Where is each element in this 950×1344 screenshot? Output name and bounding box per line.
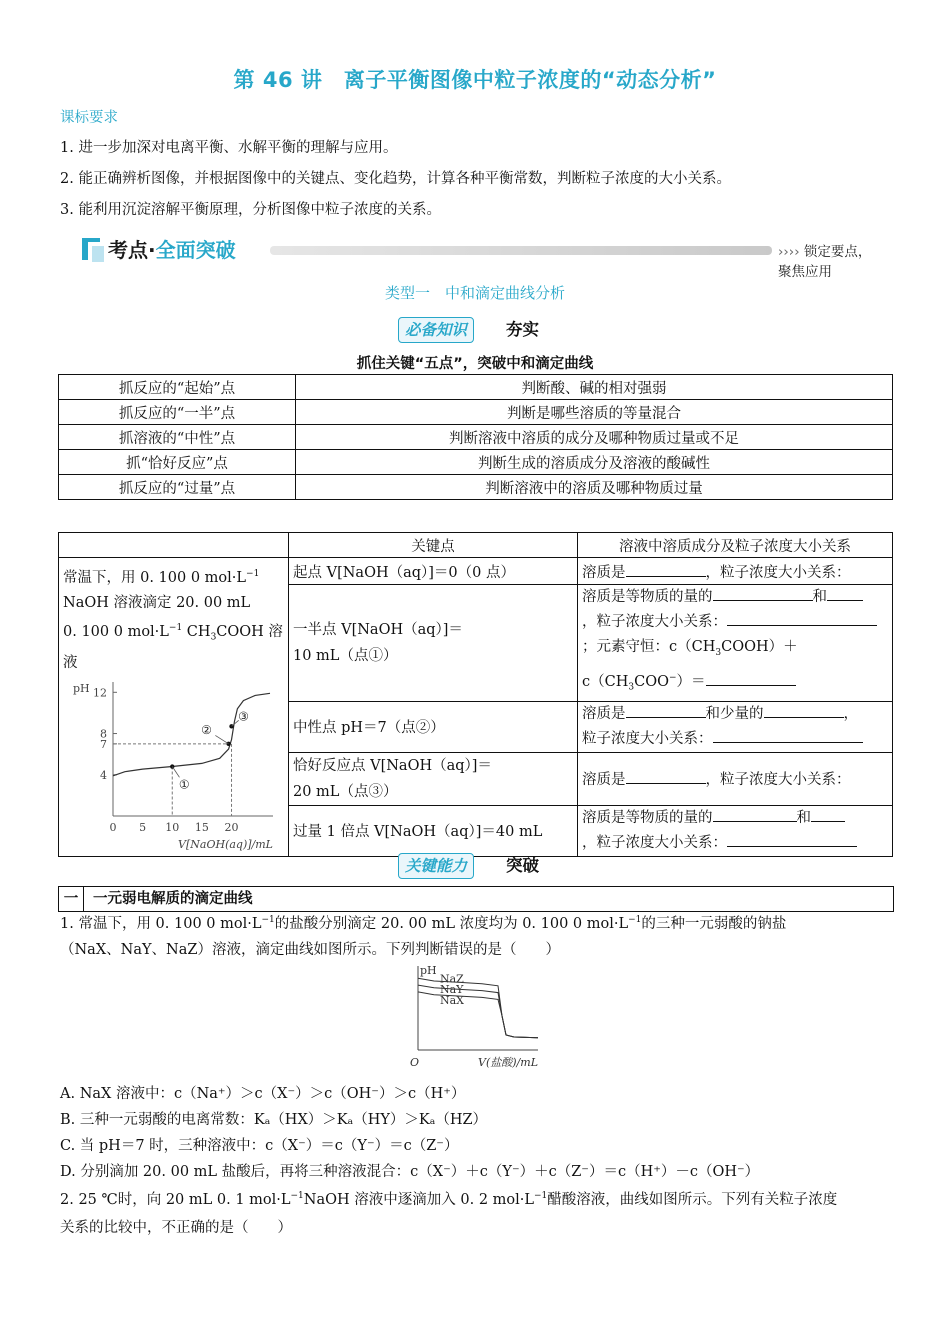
x-axis-label: V(盐酸)/mL <box>478 1056 538 1069</box>
series-label: NaZ <box>440 972 464 986</box>
answer-blank[interactable] <box>626 769 706 784</box>
key-text: 恰好反应点 V[NaOH（aq）]＝ <box>293 757 492 774</box>
requirements-label: 课标要求 <box>60 110 118 126</box>
type-title: 类型一 中和滴定曲线分析 <box>384 284 565 302</box>
table-row <box>59 375 893 400</box>
table-cell <box>578 805 893 856</box>
banner-right <box>778 240 878 280</box>
rel-text: c（CH <box>582 673 629 690</box>
answer-blank[interactable] <box>626 703 706 718</box>
table-cell <box>289 752 578 805</box>
rel-sub: 3 <box>715 647 722 658</box>
ability-badge-suffix: 突破 <box>506 856 539 875</box>
answer-blank[interactable] <box>713 807 797 822</box>
rel-text: 溶质是 <box>582 772 626 789</box>
table-row <box>59 558 893 585</box>
table-row <box>59 400 893 425</box>
answer-blank[interactable] <box>626 562 706 577</box>
x-axis-label: V[NaOH(aq)]/mL <box>178 837 273 851</box>
table-cell <box>289 585 578 702</box>
answer-blank[interactable] <box>811 807 845 822</box>
table-header-cell <box>59 533 289 558</box>
key-text: 20 mL（点③） <box>293 783 398 800</box>
banner-badge <box>78 232 266 266</box>
ability-badge <box>398 851 558 881</box>
point-label: ① <box>178 777 190 792</box>
titration-table <box>58 532 893 857</box>
desc-text: 0. 100 0 mol·L <box>63 623 169 640</box>
table-cell: 判断是哪些溶质的等量混合 <box>296 400 893 425</box>
key-text: 起点 V[NaOH（aq）]＝0（0 点） <box>293 564 515 581</box>
table-cell: 判断溶液中溶质的成分及哪种物质过量或不足 <box>296 425 893 450</box>
answer-blank[interactable] <box>713 728 863 743</box>
desc-text: NaOH 溶液滴定 20. 00 mL <box>63 594 251 611</box>
y-tick-label: 8 <box>100 727 107 741</box>
rel-text: ；元素守恒：c（CH <box>582 639 716 655</box>
banner-bar <box>270 246 772 255</box>
table-cell <box>578 752 893 805</box>
banner-arrows: ›››› <box>778 244 800 260</box>
y-tick-label: 4 <box>100 768 107 782</box>
requirement-item: 2. 能正确辨析图像，并根据图像中的关键点、变化趋势，计算各种平衡常数，判断粒子浓度的大小关系。 <box>60 171 731 187</box>
page-title: 第 46 讲 离子平衡图像中粒子浓度的“动态分析” <box>233 68 717 92</box>
series-line <box>418 992 538 1038</box>
titration-description <box>63 562 284 676</box>
table-cell <box>578 701 893 752</box>
annotation-leader <box>172 766 179 777</box>
q-text: 醋酸溶液，曲线如图所示。下列有关粒子浓度 <box>547 1192 838 1208</box>
desc-sup: −1 <box>168 622 183 633</box>
q-sup: −1 <box>628 915 642 926</box>
rel-text: 溶质是等物质的量的 <box>582 809 713 826</box>
banner-right-text: 锁定要点，聚焦应用 <box>778 244 872 280</box>
rel-text: ，粒子浓度大小关系： <box>582 614 727 630</box>
desc-sup: −1 <box>246 569 260 579</box>
rel-sup: − <box>668 672 677 683</box>
rel-text: 和少量的 <box>705 705 764 722</box>
table-cell: 抓反应的“过量”点 <box>59 475 296 500</box>
y-tick-label: 7 <box>100 737 107 751</box>
knowledge-badge-suffix: 夯实 <box>506 320 539 339</box>
x-tick-label: 15 <box>194 820 209 834</box>
rel-text: 溶质是 <box>582 564 626 581</box>
table-cell: 抓反应的“起始”点 <box>59 375 296 400</box>
answer-blank[interactable] <box>764 703 844 718</box>
desc-sub: 3 <box>210 632 217 643</box>
table-cell: 判断溶液中的溶质及哪种物质过量 <box>296 475 893 500</box>
five-points-table <box>58 374 893 500</box>
rel-text: 溶质是 <box>582 705 626 722</box>
point-label: ② <box>201 722 212 737</box>
rel-text: 和 <box>796 809 811 826</box>
annotation-leader <box>215 735 228 743</box>
y-tick-label: 12 <box>93 685 107 699</box>
rel-text: 粒子浓度大小关系： <box>582 730 713 747</box>
q-text: NaOH 溶液中逐滴加入 0. 2 mol·L <box>303 1192 535 1208</box>
origin-label: O <box>410 1056 420 1069</box>
x-tick-label: 5 <box>139 820 147 834</box>
rel-text: ， <box>843 705 858 722</box>
question-1-stem <box>60 912 786 933</box>
titration-curve <box>113 693 270 776</box>
series-label: NaX <box>440 993 465 1007</box>
table-row <box>59 425 893 450</box>
desc-text: 液 <box>63 654 78 671</box>
q-sup: −1 <box>290 1191 304 1202</box>
table-cell <box>289 701 578 752</box>
titration-chart <box>63 678 283 856</box>
rel-sub: 3 <box>628 682 635 693</box>
table-cell: 判断酸、碱的相对强弱 <box>296 375 893 400</box>
titration-chart-2 <box>408 962 544 1074</box>
knowledge-badge-pill: 必备知识 <box>398 317 474 343</box>
option-b[interactable]: B. 三种一元弱酸的电离常数：Kₐ（HX）＞Kₐ（HY）＞Kₐ（HZ） <box>60 1112 488 1128</box>
q-text: 的三种一元弱酸的钠盐 <box>641 916 787 932</box>
x-tick-label: 0 <box>109 820 117 834</box>
desc-text: CH <box>182 623 211 640</box>
titration-description-cell <box>59 558 289 857</box>
banner-title-part1: 考点 <box>108 238 148 262</box>
answer-blank[interactable] <box>827 586 863 601</box>
table-header-row <box>59 533 893 558</box>
rel-text: COO <box>634 673 669 690</box>
answer-blank[interactable] <box>727 832 857 847</box>
series-label: NaY <box>440 983 464 997</box>
table-cell: 抓“恰好反应”点 <box>59 450 296 475</box>
table-cell: 判断生成的溶质成分及溶液的酸碱性 <box>296 450 893 475</box>
key-text: 中性点 pH＝7（点②） <box>293 720 445 737</box>
rel-text: ，粒子浓度大小关系： <box>705 564 851 581</box>
knowledge-badge <box>398 315 558 345</box>
banner-title <box>108 234 236 263</box>
table-cell <box>578 585 893 702</box>
q-text: 2. 25 ℃时，向 20 mL 0. 1 mol·L <box>60 1192 291 1208</box>
desc-text: COOH 溶 <box>216 623 283 640</box>
q-sup: −1 <box>534 1191 548 1202</box>
key-text: 10 mL（点①） <box>293 647 398 664</box>
table-cell: 抓溶液的“中性”点 <box>59 425 296 450</box>
rel-text: COOH）＋ <box>721 639 798 655</box>
ability-badge-pill: 关键能力 <box>398 853 474 879</box>
x-tick-label: 20 <box>224 820 239 834</box>
desc-text: 常温下，用 0. 100 0 mol·L <box>63 569 247 586</box>
section-title: 一元弱电解质的滴定曲线 <box>93 891 253 907</box>
table-cell <box>289 558 578 585</box>
key-text: 过量 1 倍点 V[NaOH（aq）]＝40 mL <box>293 824 543 841</box>
section-banner <box>78 232 878 280</box>
table-cell <box>578 558 893 585</box>
rel-text: ，粒子浓度大小关系： <box>582 834 727 851</box>
table-cell <box>289 805 578 856</box>
question-2-stem-2: 关系的比较中，不正确的是（ ） <box>60 1220 292 1236</box>
section-header <box>58 886 894 912</box>
x-tick-label: 10 <box>165 820 180 834</box>
q-sup: −1 <box>261 915 275 926</box>
requirement-item: 3. 能利用沉淀溶解平衡原理，分析图像中粒子浓度的关系。 <box>60 202 441 218</box>
table-cell: 抓反应的“一半”点 <box>59 400 296 425</box>
y-axis-label: pH <box>73 681 90 695</box>
option-a[interactable]: A. NaX 溶液中：c（Na⁺）＞c（X⁻）＞c（OH⁻）＞c（H⁺） <box>60 1086 466 1102</box>
rel-text: ）＝ <box>676 673 706 690</box>
rel-text: ，粒子浓度大小关系： <box>705 772 851 789</box>
answer-blank[interactable] <box>727 611 877 626</box>
answer-blank[interactable] <box>713 586 813 601</box>
point-label: ③ <box>238 708 249 723</box>
rel-text: 和 <box>812 589 827 605</box>
five-points-heading: 抓住关键“五点”，突破中和滴定曲线 <box>356 356 594 372</box>
answer-blank[interactable] <box>706 671 796 686</box>
table-row <box>59 450 893 475</box>
banner-title-part2: 全面突破 <box>155 238 236 262</box>
key-text: 一半点 V[NaOH（aq）]＝ <box>293 621 463 638</box>
table-header-cell: 溶液中溶质成分及粒子浓度大小关系 <box>578 533 893 558</box>
rel-text: 溶质是等物质的量的 <box>582 589 713 605</box>
table-row <box>59 475 893 500</box>
curve-point <box>170 764 174 768</box>
section-number: 一 <box>59 887 84 911</box>
question-1-stem-2: （NaX、NaY、NaZ）溶液，滴定曲线如图所示。下列判断错误的是（ ） <box>60 942 560 958</box>
table-header-cell: 关键点 <box>289 533 578 558</box>
q-text: 的盐酸分别滴定 20. 00 mL 浓度均为 0. 100 0 mol·L <box>274 916 629 932</box>
y-axis-label: pH <box>420 964 437 977</box>
option-c[interactable]: C. 当 pH＝7 时，三种溶液中：c（X⁻）＝c（Y⁻）＝c（Z⁻） <box>60 1138 459 1154</box>
q-text: 1. 常温下，用 0. 100 0 mol·L <box>60 916 262 932</box>
banner-title-dot: · <box>148 238 156 262</box>
option-d[interactable]: D. 分别滴加 20. 00 mL 盐酸后，再将三种溶液混合：c（X⁻）＋c（Y⁻）＋c（Z⁻）＝c（H⁺）－c（OH⁻） <box>60 1164 760 1180</box>
series-line <box>418 978 538 1037</box>
curve-point <box>226 741 230 745</box>
question-2-stem <box>60 1188 837 1209</box>
requirement-item: 1. 进一步加深对电离平衡、水解平衡的理解与应用。 <box>60 140 398 156</box>
series-line <box>418 985 538 1038</box>
